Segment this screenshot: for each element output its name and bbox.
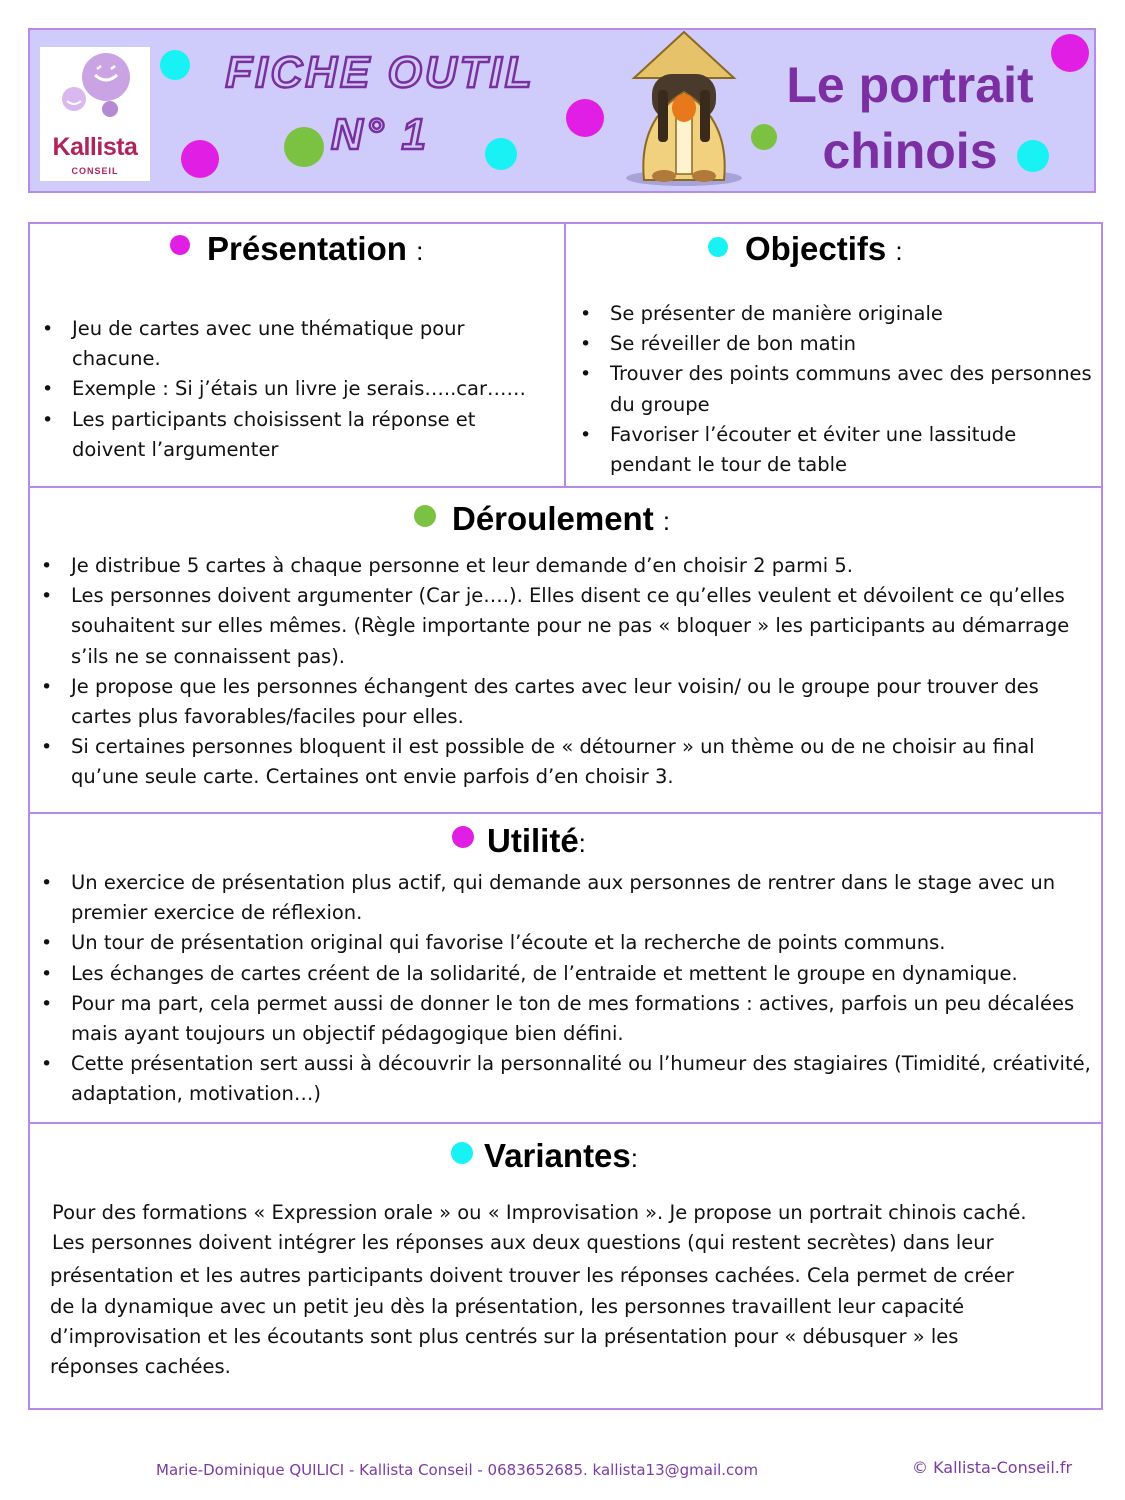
decor-dot-cyan xyxy=(485,138,517,170)
decor-dot-magenta xyxy=(181,140,219,178)
kallista-logo xyxy=(40,47,150,181)
footer-contact: Marie-Dominique QUILICI - Kallista Conseil - 0683652685. kallista13@gmail.com xyxy=(156,1461,759,1479)
presentation-title xyxy=(207,230,423,268)
section-dot-magenta xyxy=(170,235,190,255)
list-item: • Favoriser l’écouter et éviter une lassitude pendant le tour de table xyxy=(568,420,1093,480)
paragraph-line: d’improvisation et les écoutants sont plus centrés sur la présentation pour « débusquer » les xyxy=(50,1324,959,1348)
section-dot-cyan xyxy=(451,1142,473,1164)
objectifs-title-colon: : xyxy=(895,236,903,266)
paragraph-line: Les personnes doivent intégrer les réponses aux deux questions (qui restent secrètes) dans leur xyxy=(52,1231,994,1255)
presentation-list xyxy=(30,314,530,465)
utilite-list xyxy=(29,868,1102,1110)
utilite-title-text: Utilité xyxy=(487,822,579,859)
list-item: • Pour ma part, cela permet aussi de donner le ton de mes formations : actives, parfois un peu décalées mais ayant toujours un objectif pédagogique bien défini. xyxy=(29,989,1102,1049)
variantes-paragraph xyxy=(50,1198,1100,1382)
presentation-title-colon: : xyxy=(416,236,424,266)
deroulement-title xyxy=(452,500,670,538)
list-item: • Je distribue 5 cartes à chaque personne et leur demande d’en choisir 2 parmi 5. xyxy=(29,551,1102,581)
variantes-title-colon: : xyxy=(630,1143,638,1173)
list-item: • Jeu de cartes avec une thématique pour chacune. xyxy=(30,314,530,374)
footer-copyright: © Kallista-Conseil.fr xyxy=(912,1458,1073,1477)
logo-brand: Kallista xyxy=(52,133,138,161)
row-divider xyxy=(28,812,1103,814)
utilite-title-colon: : xyxy=(578,828,586,858)
list-item: • Exemple : Si j’étais un livre je serais…..car…… xyxy=(30,374,530,404)
list-item: • Les personnes doivent argumenter (Car je….). Elles disent ce qu’elles veulent et dévoilent ce qu’elles souhaitent sur elles mêmes. (Règle importante pour ne pas « bloquer » les participants au démarrage s’ils ne se connaissent pas). xyxy=(29,581,1102,672)
decor-dot-green xyxy=(284,127,324,167)
chinese-figure-illustration xyxy=(614,30,754,190)
variantes-title xyxy=(484,1137,638,1175)
section-dot-cyan xyxy=(708,237,728,257)
list-item: • Les échanges de cartes créent de la solidarité, de l’entraide et mettent le groupe en dynamique. xyxy=(29,959,1102,989)
list-item: • Un tour de présentation original qui favorise l’écoute et la recherche de points communs. xyxy=(29,928,1102,958)
deroulement-title-colon: : xyxy=(662,506,671,536)
list-item: • Si certaines personnes bloquent il est possible de « détourner » un thème ou de ne choisir au final qu’une seule carte. Certaines ont envie parfois d’en choisir 3. xyxy=(29,732,1102,792)
variantes-title-text: Variantes xyxy=(484,1137,631,1174)
paragraph-line: Pour des formations « Expression orale » ou « Improvisation ». Je propose un portrait chinois caché. xyxy=(52,1201,1027,1224)
deroulement-title-text: Déroulement xyxy=(452,500,654,537)
deroulement-list xyxy=(29,551,1102,793)
decor-dot-magenta xyxy=(566,99,604,137)
paragraph-line: réponses cachées. xyxy=(50,1355,231,1379)
utilite-title xyxy=(487,822,586,860)
logo-subtitle: CONSEIL xyxy=(71,166,119,176)
page-title-line1: Le portrait xyxy=(786,57,1034,113)
decor-dot-cyan xyxy=(160,50,190,80)
row-divider xyxy=(28,1122,1103,1124)
section-dot-magenta xyxy=(452,826,474,848)
page-title-line2: chinois xyxy=(822,123,998,179)
objectifs-title-text: Objectifs xyxy=(745,230,887,267)
section-dot-green xyxy=(414,505,436,527)
list-item: • Trouver des points communs avec des personnes du groupe xyxy=(568,359,1093,419)
row-divider xyxy=(28,486,1103,488)
objectifs-title xyxy=(745,230,903,268)
logo-smile-lines xyxy=(40,47,150,127)
paragraph-line: présentation et les autres participants doivent trouver les réponses cachées. Cela permet de créer xyxy=(50,1264,1014,1288)
list-item: • Un exercice de présentation plus actif, qui demande aux personnes de rentrer dans le stage avec un premier exercice de réflexion. xyxy=(29,868,1102,928)
list-item: • Cette présentation sert aussi à découvrir la personnalité ou l’humeur des stagiaires (Timidité, créativité, adaptation, motivation…) xyxy=(29,1049,1102,1109)
list-item: • Se réveiller de bon matin xyxy=(568,329,1093,359)
page-title xyxy=(760,52,1060,184)
list-item: • Se présenter de manière originale xyxy=(568,299,1093,329)
column-divider xyxy=(564,222,566,488)
fiche-outil-label: FICHE OUTIL xyxy=(225,48,535,97)
objectifs-list xyxy=(568,299,1093,480)
list-item: • Je propose que les personnes échangent des cartes avec leur voisin/ ou le groupe pour trouver des cartes plus favorables/faciles pour elles. xyxy=(29,672,1102,732)
list-item: • Les participants choisissent la réponse et doivent l’argumenter xyxy=(30,405,530,465)
paragraph-line: de la dynamique avec un petit jeu dès la présentation, les personnes travaillent leur capacité xyxy=(50,1294,965,1318)
decor-dot-cyan xyxy=(1017,140,1049,172)
decor-dot-green xyxy=(751,124,777,150)
fiche-number: N° 1 xyxy=(330,110,430,159)
presentation-title-text: Présentation xyxy=(207,230,407,267)
decor-dot-magenta xyxy=(1051,34,1089,72)
